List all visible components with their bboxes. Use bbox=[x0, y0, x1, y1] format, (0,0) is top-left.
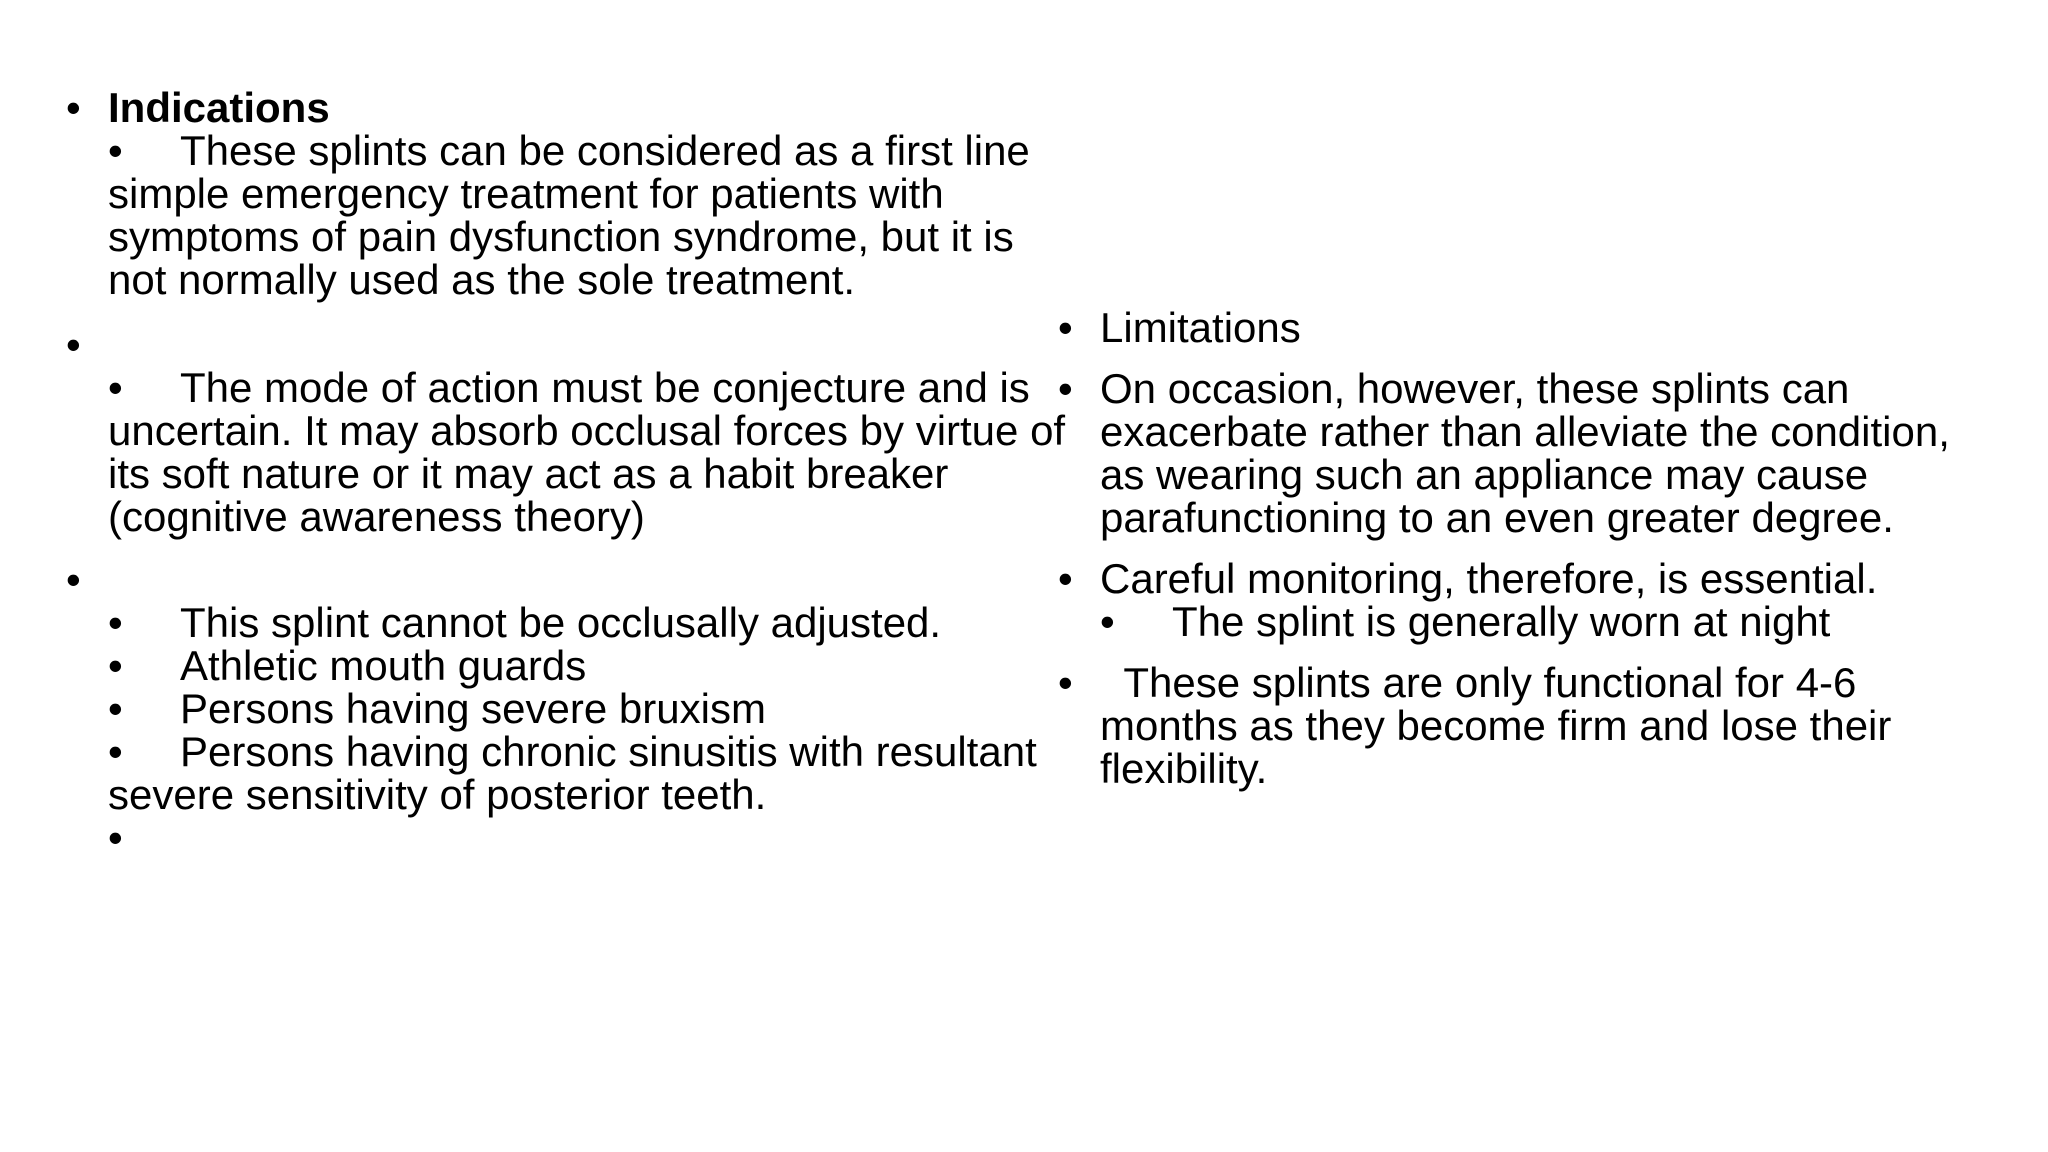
empty-line bbox=[108, 323, 1066, 366]
right-column bbox=[1058, 306, 1998, 808]
duration-text-content: These splints are only functional for 4-6 months as they become firm and lose their flexibility. bbox=[1100, 659, 1892, 792]
limitations-heading-block bbox=[1058, 306, 1998, 349]
mode-of-action-block bbox=[66, 323, 1066, 538]
list-item-text: This splint cannot be occlusally adjusted. bbox=[180, 599, 942, 646]
night-wear-text bbox=[1100, 600, 1998, 643]
bullet-icon bbox=[66, 323, 96, 366]
contraindications-block bbox=[66, 558, 1066, 859]
sub-bullet-icon bbox=[108, 816, 180, 859]
monitoring-text: Careful monitoring, therefore, is essential. bbox=[1100, 555, 1878, 602]
indications-text-content: These splints can be considered as a first line simple emergency treatment for patients with symptoms of pain dysfunction syndrome, but it is not normally used as the sole treatment. bbox=[108, 127, 1030, 303]
bullet-icon bbox=[66, 558, 96, 601]
bullet-icon bbox=[1058, 306, 1088, 349]
list-item bbox=[108, 687, 1066, 730]
sub-bullet-icon bbox=[108, 730, 180, 773]
sub-bullet-icon bbox=[1100, 600, 1172, 643]
limitations-heading: Limitations bbox=[1100, 304, 1301, 351]
bullet-icon bbox=[1058, 557, 1088, 600]
mode-of-action-text bbox=[108, 366, 1066, 538]
monitoring-block bbox=[1058, 557, 1998, 643]
spacer bbox=[66, 538, 1066, 558]
duration-block bbox=[1058, 661, 1998, 790]
list-item-text: Persons having chronic sinusitis with resultant severe sensitivity of posterior teeth. bbox=[108, 728, 1037, 818]
list-item bbox=[108, 644, 1066, 687]
night-wear-text-content: The splint is generally worn at night bbox=[1172, 598, 1831, 645]
list-item bbox=[108, 601, 1066, 644]
bullet-icon bbox=[1058, 367, 1088, 410]
bullet-icon bbox=[1058, 661, 1088, 704]
spacer bbox=[66, 301, 1066, 323]
sub-bullet-icon bbox=[108, 366, 180, 409]
sub-bullet-icon bbox=[108, 129, 180, 172]
duration-text bbox=[1100, 661, 1998, 790]
bullet-icon bbox=[66, 86, 96, 129]
limitation-exacerbate-block bbox=[1058, 367, 1998, 539]
mode-of-action-text-content: The mode of action must be conjecture and is uncertain. It may absorb occlusal forces by virtue of its soft nature or it may act as a habit breaker (cognitive awareness theory) bbox=[108, 364, 1066, 540]
left-column bbox=[66, 86, 1066, 859]
sub-bullet-icon bbox=[108, 601, 180, 644]
trailing-sub-bullet bbox=[108, 816, 1066, 859]
indications-block bbox=[66, 86, 1066, 301]
list-item-text: Persons having severe bruxism bbox=[180, 685, 766, 732]
sub-bullet-icon bbox=[108, 644, 180, 687]
limitation-exacerbate-text: On occasion, however, these splints can exacerbate rather than alleviate the condition, as wearing such an appliance may cause parafunctioning to an even greater degree. bbox=[1100, 365, 1950, 541]
indications-text bbox=[108, 129, 1066, 301]
list-item bbox=[108, 730, 1066, 816]
indications-heading: Indications bbox=[108, 84, 330, 131]
empty-line bbox=[108, 558, 1066, 601]
list-item-text: Athletic mouth guards bbox=[180, 642, 587, 689]
sub-bullet-icon bbox=[108, 687, 180, 730]
